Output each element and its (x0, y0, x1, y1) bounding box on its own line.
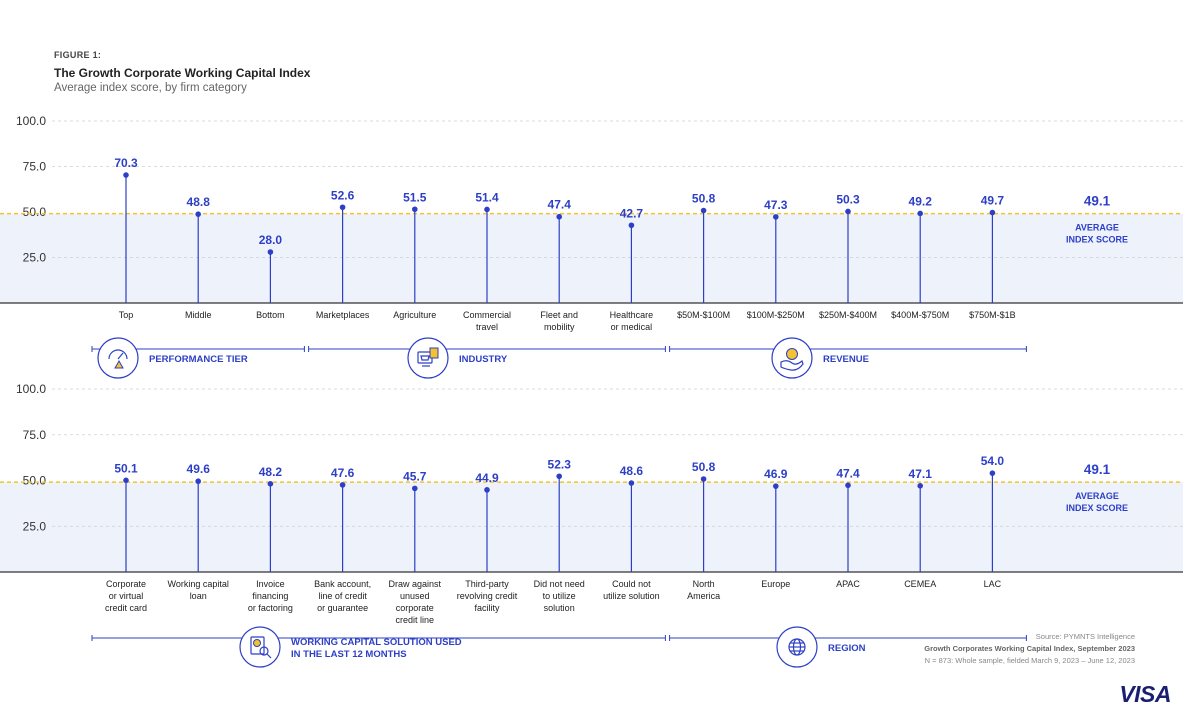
lollipop-dot (701, 476, 707, 482)
lollipop-dot (990, 210, 996, 216)
lollipop-dot (484, 207, 490, 213)
group-label: REGION (828, 643, 866, 654)
data-label: 48.6 (619, 464, 644, 479)
x-tick-label: APAC (836, 579, 860, 589)
data-label: 28.0 (258, 233, 283, 248)
lollipop-dot (340, 482, 346, 488)
x-tick-label: facility (474, 603, 500, 613)
data-label: 49.7 (980, 193, 1005, 208)
lollipop-dot (556, 214, 562, 220)
x-tick-label: Could not (612, 579, 651, 589)
x-tick-label: unused (400, 591, 430, 601)
icon-circle (240, 627, 280, 667)
lollipop-dot (917, 483, 923, 489)
lollipop-dot (340, 204, 346, 210)
chart-title: The Growth Corporate Working Capital Index (54, 66, 311, 80)
average-caption: INDEX SCORE (1065, 234, 1129, 245)
data-label: 52.6 (330, 188, 355, 203)
lollipop-dot (845, 482, 851, 488)
data-label: 70.3 (114, 156, 138, 171)
x-tick-label: Corporate (105, 579, 147, 589)
lollipop-dot (195, 478, 201, 484)
shopping-cart-icon (408, 338, 448, 378)
lollipop-dot (917, 211, 923, 217)
data-label: 46.9 (764, 467, 788, 482)
group-label: WORKING CAPITAL SOLUTION USED (291, 637, 462, 648)
x-tick-label: Did not need (533, 579, 585, 589)
alert-dot (254, 640, 261, 647)
lollipop-dot (773, 214, 779, 220)
data-label: 47.3 (764, 197, 788, 212)
y-tick-label: 100.0 (15, 114, 46, 128)
visa-logo: VISA (1119, 681, 1171, 707)
lollipop-dot (845, 209, 851, 215)
average-caption: AVERAGE (1075, 222, 1119, 233)
lollipop-dot (123, 172, 129, 178)
x-tick-label: Top (118, 310, 134, 320)
x-tick-label: or virtual (108, 591, 144, 601)
lollipop-dot (268, 481, 274, 487)
x-tick-label: Middle (184, 310, 212, 320)
average-caption: INDEX SCORE (1065, 503, 1129, 514)
x-tick-label: $100M-$250M (746, 310, 805, 320)
lollipop-dot (268, 249, 274, 255)
group-label: IN THE LAST 12 MONTHS (291, 649, 407, 660)
source-line: Source: PYMNTS Intelligence (1035, 632, 1135, 641)
y-tick-label: 75.0 (22, 159, 46, 174)
figure-label: FIGURE 1: (54, 50, 102, 60)
x-tick-label: $50M-$100M (677, 310, 731, 320)
x-tick-label: CEMEA (904, 579, 937, 589)
source-sample-line: N = 873: Whole sample, fielded March 9, 2023 – June 12, 2023 (924, 656, 1135, 665)
group-label: PERFORMANCE TIER (149, 354, 248, 365)
x-tick-label: corporate (395, 603, 434, 613)
lollipop-dot (990, 470, 996, 476)
below-average-band (0, 214, 1183, 303)
lollipop-dot (195, 211, 201, 217)
x-tick-label: $250M-$400M (818, 310, 878, 320)
lollipop-dot (412, 486, 418, 492)
dollar-tag (430, 348, 438, 358)
x-tick-label: financing (252, 591, 289, 601)
lollipop-dot (123, 478, 129, 484)
lollipop-dot (484, 487, 490, 493)
average-value-label: 49.1 (1083, 462, 1111, 478)
x-tick-label: Fleet and (540, 310, 578, 320)
y-tick-label: 100.0 (15, 382, 46, 396)
globe-icon (777, 627, 817, 667)
x-tick-label: Healthcare (609, 310, 654, 320)
icon-circle (98, 338, 138, 378)
data-label: 51.5 (403, 190, 427, 205)
x-tick-label: $750M-$1B (969, 310, 1016, 320)
x-tick-label: solution (543, 603, 575, 613)
x-tick-label: North (692, 579, 715, 589)
x-tick-label: America (687, 591, 721, 601)
lollipop-dot (773, 483, 779, 489)
x-tick-label: Europe (761, 579, 791, 589)
source-study-line: Growth Corporates Working Capital Index, September 2023 (924, 644, 1135, 653)
data-label: 47.4 (836, 466, 860, 481)
data-label: 49.6 (186, 462, 210, 477)
x-tick-label: revolving credit (456, 591, 518, 601)
hand-coin-icon (772, 338, 812, 378)
group-label: INDUSTRY (459, 354, 508, 365)
source-note (924, 631, 1135, 667)
x-tick-label: utilize solution (603, 591, 660, 601)
data-label: 50.1 (114, 461, 138, 476)
data-label: 42.7 (619, 206, 644, 221)
x-tick-label: credit card (104, 603, 148, 613)
data-label: 49.2 (908, 194, 932, 209)
lollipop-dot (412, 206, 418, 212)
data-label: 50.8 (691, 191, 716, 206)
data-label: 50.3 (836, 192, 860, 207)
y-tick-label: 50.0 (22, 205, 46, 219)
gauge-warning-icon (98, 338, 138, 378)
data-label: 50.8 (691, 460, 716, 475)
lollipop-dot (629, 222, 635, 228)
x-tick-label: $400M-$750M (891, 310, 950, 320)
data-label: 47.4 (547, 197, 571, 212)
below-average-band (0, 482, 1183, 572)
x-tick-label: to utilize (542, 591, 576, 601)
data-label: 45.7 (403, 469, 427, 484)
data-label: 47.1 (908, 466, 932, 481)
x-tick-label: credit line (395, 615, 435, 625)
x-tick-label: Bank account, (314, 579, 372, 589)
y-tick-label: 75.0 (22, 427, 46, 442)
x-tick-label: LAC (983, 579, 1002, 589)
chart-subtitle: Average index score, by firm category (54, 82, 247, 94)
lollipop-dot (629, 480, 635, 486)
data-label: 52.3 (547, 457, 571, 472)
data-label: 48.2 (258, 464, 283, 479)
x-tick-label: Bottom (256, 310, 285, 320)
x-tick-label: Third-party (465, 579, 509, 589)
data-label: 51.4 (475, 190, 499, 205)
x-tick-label: Working capital (167, 579, 229, 589)
x-tick-label: travel (475, 322, 499, 332)
document-magnifier-icon (240, 627, 280, 667)
x-tick-label: or guarantee (317, 603, 369, 613)
coin-shape (787, 349, 798, 360)
average-caption: AVERAGE (1075, 491, 1119, 502)
x-tick-label: or factoring (247, 603, 293, 613)
y-tick-label: 25.0 (22, 250, 46, 265)
average-value-label: 49.1 (1083, 193, 1111, 209)
y-tick-label: 25.0 (22, 519, 46, 534)
data-label: 54.0 (980, 454, 1005, 469)
x-tick-label: Agriculture (393, 310, 437, 320)
x-tick-label: loan (189, 591, 207, 601)
x-tick-label: line of credit (318, 591, 367, 601)
lollipop-dot (556, 473, 562, 479)
x-tick-label: mobility (543, 322, 575, 332)
x-tick-label: Draw against (388, 579, 442, 589)
lollipop-dot (701, 208, 707, 214)
y-tick-label: 50.0 (22, 473, 46, 488)
x-tick-label: Commercial (462, 310, 512, 320)
data-label: 44.9 (475, 470, 499, 485)
x-tick-label: or medical (610, 322, 653, 332)
data-label: 47.6 (330, 465, 355, 480)
x-tick-label: Marketplaces (315, 310, 370, 320)
x-tick-label: Invoice (256, 579, 285, 589)
data-label: 48.8 (186, 195, 210, 210)
group-label: REVENUE (823, 354, 869, 365)
